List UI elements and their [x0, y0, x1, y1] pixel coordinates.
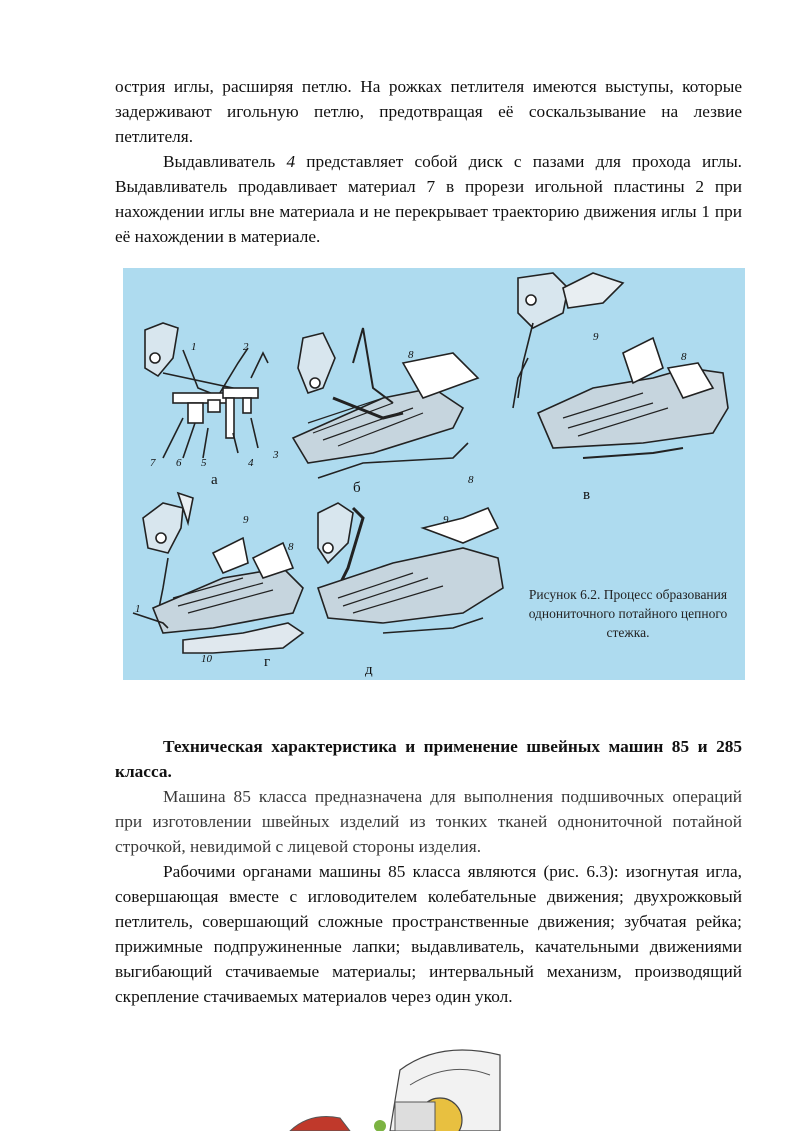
panel-a-drawing — [145, 323, 268, 458]
sub-label-g: г — [264, 654, 271, 670]
paragraph-vydavlivatel — [115, 149, 742, 249]
figure-6-2 — [123, 268, 745, 680]
part-number: 8 — [468, 474, 474, 486]
panel-d-drawing — [318, 503, 503, 633]
panel-b-drawing — [293, 328, 478, 478]
part-number: 1 — [191, 341, 197, 353]
paragraph-continuation: острия иглы, расширяя петлю. На рожках петлителя имеются выступы, которые задерживают игольную петлю, предотвращая её соскальзывание на лезвие петлителя. — [115, 77, 742, 146]
part-number: 8 — [288, 541, 294, 553]
part-number: 1 — [135, 603, 141, 615]
part-number: 10 — [201, 653, 212, 665]
top-text — [115, 74, 742, 249]
part-number: 4 — [248, 457, 254, 469]
part-number: 8 — [408, 349, 414, 361]
part-number: 9 — [243, 514, 249, 526]
figure-caption: Рисунок 6.2. Процесс образования однониточного потайного цепного стежка. — [528, 587, 728, 640]
part-number: 9 — [443, 514, 449, 526]
paragraph-vydav-rest: представляет собой диск с пазами для прохода иглы. Выдавливатель продавливает материал 7 в прорези игольной пластины 2 при нахождении иглы вне материала и не перекрывает траекторию движения иглы 1 при её нахождении в материале. — [115, 152, 743, 246]
section-heading: Техническая характеристика и применение швейных машин 85 и 285 класса. — [115, 737, 742, 781]
part-number: 2 — [243, 341, 249, 353]
part-number: 7 — [150, 457, 156, 469]
sub-label-b: б — [353, 480, 361, 496]
sub-label-a: а — [211, 472, 218, 488]
paragraph-vydav-num: 4 — [286, 152, 296, 171]
lower-text — [115, 784, 742, 1009]
paragraph-organs: Рабочими органами машины 85 класса являются (рис. 6.3): изогнутая игла, совершающая вместе с игловодителем колебательные движения; двухрожковый петлитель, совершающий сложные пространственные движения; зубчатая рейка; прижимные подпружиненные лапки; выдавливатель, качательными движениями выгибающий стачиваемые материалы; интервальный механизм, производящий скрепление стачиваемых материалов через один укол. — [115, 862, 742, 1006]
part-number: 3 — [273, 449, 279, 461]
sub-label-d: д — [365, 662, 373, 678]
panel-v-drawing — [513, 273, 728, 458]
part-number: 5 — [201, 457, 207, 469]
machine-figure-partial — [200, 1040, 530, 1131]
paragraph-vydav-start: Выдавливатель — [163, 152, 287, 171]
part-number: 9 — [593, 331, 599, 343]
paragraph-85: Машина 85 класса предназначена для выполнения подшивочных операций при изготовлении швейных изделий из тонких тканей однониточной потайной строчкой, невидимой с лицевой стороны изделия. — [115, 787, 742, 856]
sub-label-v: в — [583, 487, 591, 503]
part-number: 6 — [176, 457, 182, 469]
panel-g-drawing — [133, 493, 303, 653]
part-number: 8 — [681, 351, 687, 363]
